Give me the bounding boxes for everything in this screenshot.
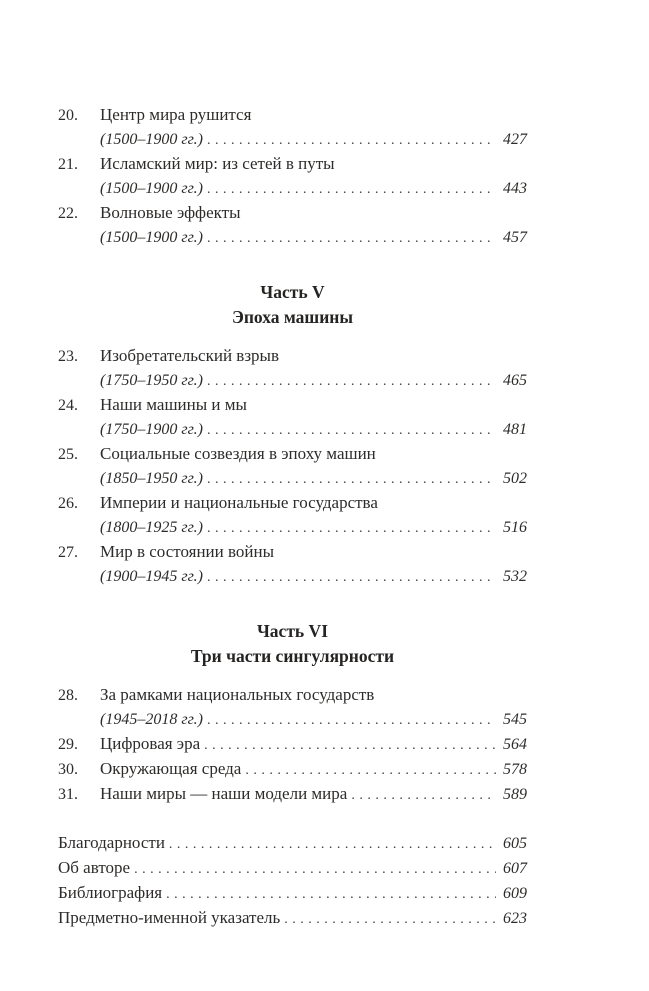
backmatter <box>58 831 527 931</box>
chapter-number: 21. <box>58 156 78 173</box>
page-number: 481 <box>503 421 527 438</box>
toc-entry <box>58 491 527 540</box>
toc-entry <box>58 683 527 732</box>
chapter-dates: (1500–1900 гг.) <box>100 229 203 246</box>
chapter-title-line <box>58 732 527 757</box>
chapter-number: 28. <box>58 687 78 704</box>
dot-leader <box>207 707 496 732</box>
chapter-dates: (1750–1900 гг.) <box>100 421 203 438</box>
dot-leader <box>284 906 496 931</box>
backmatter-entry <box>58 856 527 881</box>
page-number: 516 <box>503 519 527 536</box>
chapter-dates-line <box>58 417 527 442</box>
chapter-dates: (1850–1950 гг.) <box>100 470 203 487</box>
dot-leader <box>207 564 496 589</box>
chapter-dates-line <box>58 564 527 589</box>
toc-entry <box>58 732 527 757</box>
chapter-dates: (1500–1900 гг.) <box>100 131 203 148</box>
chapter-number: 25. <box>58 446 78 463</box>
chapter-title-line <box>58 152 527 176</box>
part-heading-line: Часть VI <box>256 621 329 641</box>
page-number: 623 <box>503 910 527 927</box>
chapter-title: Империи и национальные государства <box>100 493 378 512</box>
chapter-dates-line <box>58 466 527 491</box>
chapter-number: 27. <box>58 544 78 561</box>
dot-leader <box>207 225 496 250</box>
chapter-title: Наши миры — наши модели мира <box>100 784 348 803</box>
chapter-dates: (1800–1925 гг.) <box>100 519 203 536</box>
chapter-title-line <box>58 491 527 515</box>
dot-leader <box>207 176 496 201</box>
page-number: 607 <box>503 860 527 877</box>
toc-entry <box>58 152 527 201</box>
dot-leader <box>166 881 496 906</box>
chapter-number: 22. <box>58 205 78 222</box>
chapter-dates-line <box>58 368 527 393</box>
part-heading-line: Часть V <box>260 282 325 302</box>
chapter-title-line <box>58 757 527 782</box>
chapter-title: Изобретательский взрыв <box>100 346 279 365</box>
toc-entry <box>58 393 527 442</box>
chapter-dates-line <box>58 127 527 152</box>
part-heading <box>58 280 527 330</box>
chapter-dates: (1900–1945 гг.) <box>100 568 203 585</box>
chapter-dates-line <box>58 176 527 201</box>
chapter-title-line <box>58 442 527 466</box>
backmatter-title: Предметно-именной указатель <box>58 908 281 927</box>
toc-entry <box>58 757 527 782</box>
chapter-number: 23. <box>58 348 78 365</box>
chapter-number: 20. <box>58 107 78 124</box>
toc-entry <box>58 201 527 250</box>
part-heading-line: Эпоха машины <box>231 307 354 327</box>
chapter-dates: (1945–2018 гг.) <box>100 711 203 728</box>
chapter-dates-line <box>58 225 527 250</box>
toc-entry <box>58 103 527 152</box>
dot-leader <box>207 417 496 442</box>
toc-entry <box>58 540 527 589</box>
chapter-title-line <box>58 201 527 225</box>
page-number: 609 <box>503 885 527 902</box>
chapter-title-line <box>58 683 527 707</box>
dot-leader <box>134 856 496 881</box>
toc-sections <box>58 103 527 807</box>
chapter-title-line <box>58 540 527 564</box>
chapter-title-line <box>58 103 527 127</box>
backmatter-title: Благодарности <box>58 833 165 852</box>
chapter-number: 26. <box>58 495 78 512</box>
chapter-title: Исламский мир: из сетей в путы <box>100 154 335 173</box>
part-heading-line: Три части сингулярности <box>190 646 395 666</box>
chapter-number: 31. <box>58 786 78 803</box>
part-heading <box>58 619 527 669</box>
page-number: 502 <box>503 470 527 487</box>
page-number: 457 <box>503 229 527 246</box>
dot-leader <box>207 127 496 152</box>
page-number: 427 <box>503 131 527 148</box>
toc-entry <box>58 782 527 807</box>
chapter-dates-line <box>58 707 527 732</box>
page-number: 443 <box>503 180 527 197</box>
page-number: 564 <box>503 736 527 753</box>
backmatter-entry <box>58 906 527 931</box>
dot-leader <box>207 466 496 491</box>
backmatter-entry <box>58 831 527 856</box>
dot-leader <box>207 368 496 393</box>
toc-entry <box>58 442 527 491</box>
backmatter-entry <box>58 881 527 906</box>
chapter-dates: (1750–1950 гг.) <box>100 372 203 389</box>
dot-leader <box>245 757 496 782</box>
chapter-title-line <box>58 393 527 417</box>
page-number: 545 <box>503 711 527 728</box>
dot-leader <box>204 732 496 757</box>
chapter-number: 30. <box>58 761 78 778</box>
page-number: 578 <box>503 761 527 778</box>
backmatter-title: Об авторе <box>58 858 131 877</box>
chapter-number: 29. <box>58 736 78 753</box>
dot-leader <box>169 831 496 856</box>
page-number: 532 <box>503 568 527 585</box>
page-number: 605 <box>503 835 527 852</box>
backmatter-title: Библиография <box>58 883 163 902</box>
chapter-number: 24. <box>58 397 78 414</box>
chapter-title: За рамками национальных государств <box>100 685 375 704</box>
chapter-title-line <box>58 344 527 368</box>
chapter-dates: (1500–1900 гг.) <box>100 180 203 197</box>
page-number: 465 <box>503 372 527 389</box>
chapter-title-line <box>58 782 527 807</box>
chapter-title: Наши машины и мы <box>100 395 247 414</box>
page-number: 589 <box>503 786 527 803</box>
chapter-title: Волновые эффекты <box>100 203 241 222</box>
chapter-title: Центр мира рушится <box>100 105 252 124</box>
dot-leader <box>351 782 496 807</box>
chapter-title: Социальные созвездия в эпоху машин <box>100 444 376 463</box>
chapter-dates-line <box>58 515 527 540</box>
chapter-title: Цифровая эра <box>100 734 201 753</box>
dot-leader <box>207 515 496 540</box>
chapter-title: Окружающая среда <box>100 759 242 778</box>
toc-entry <box>58 344 527 393</box>
chapter-title: Мир в состоянии войны <box>100 542 275 561</box>
